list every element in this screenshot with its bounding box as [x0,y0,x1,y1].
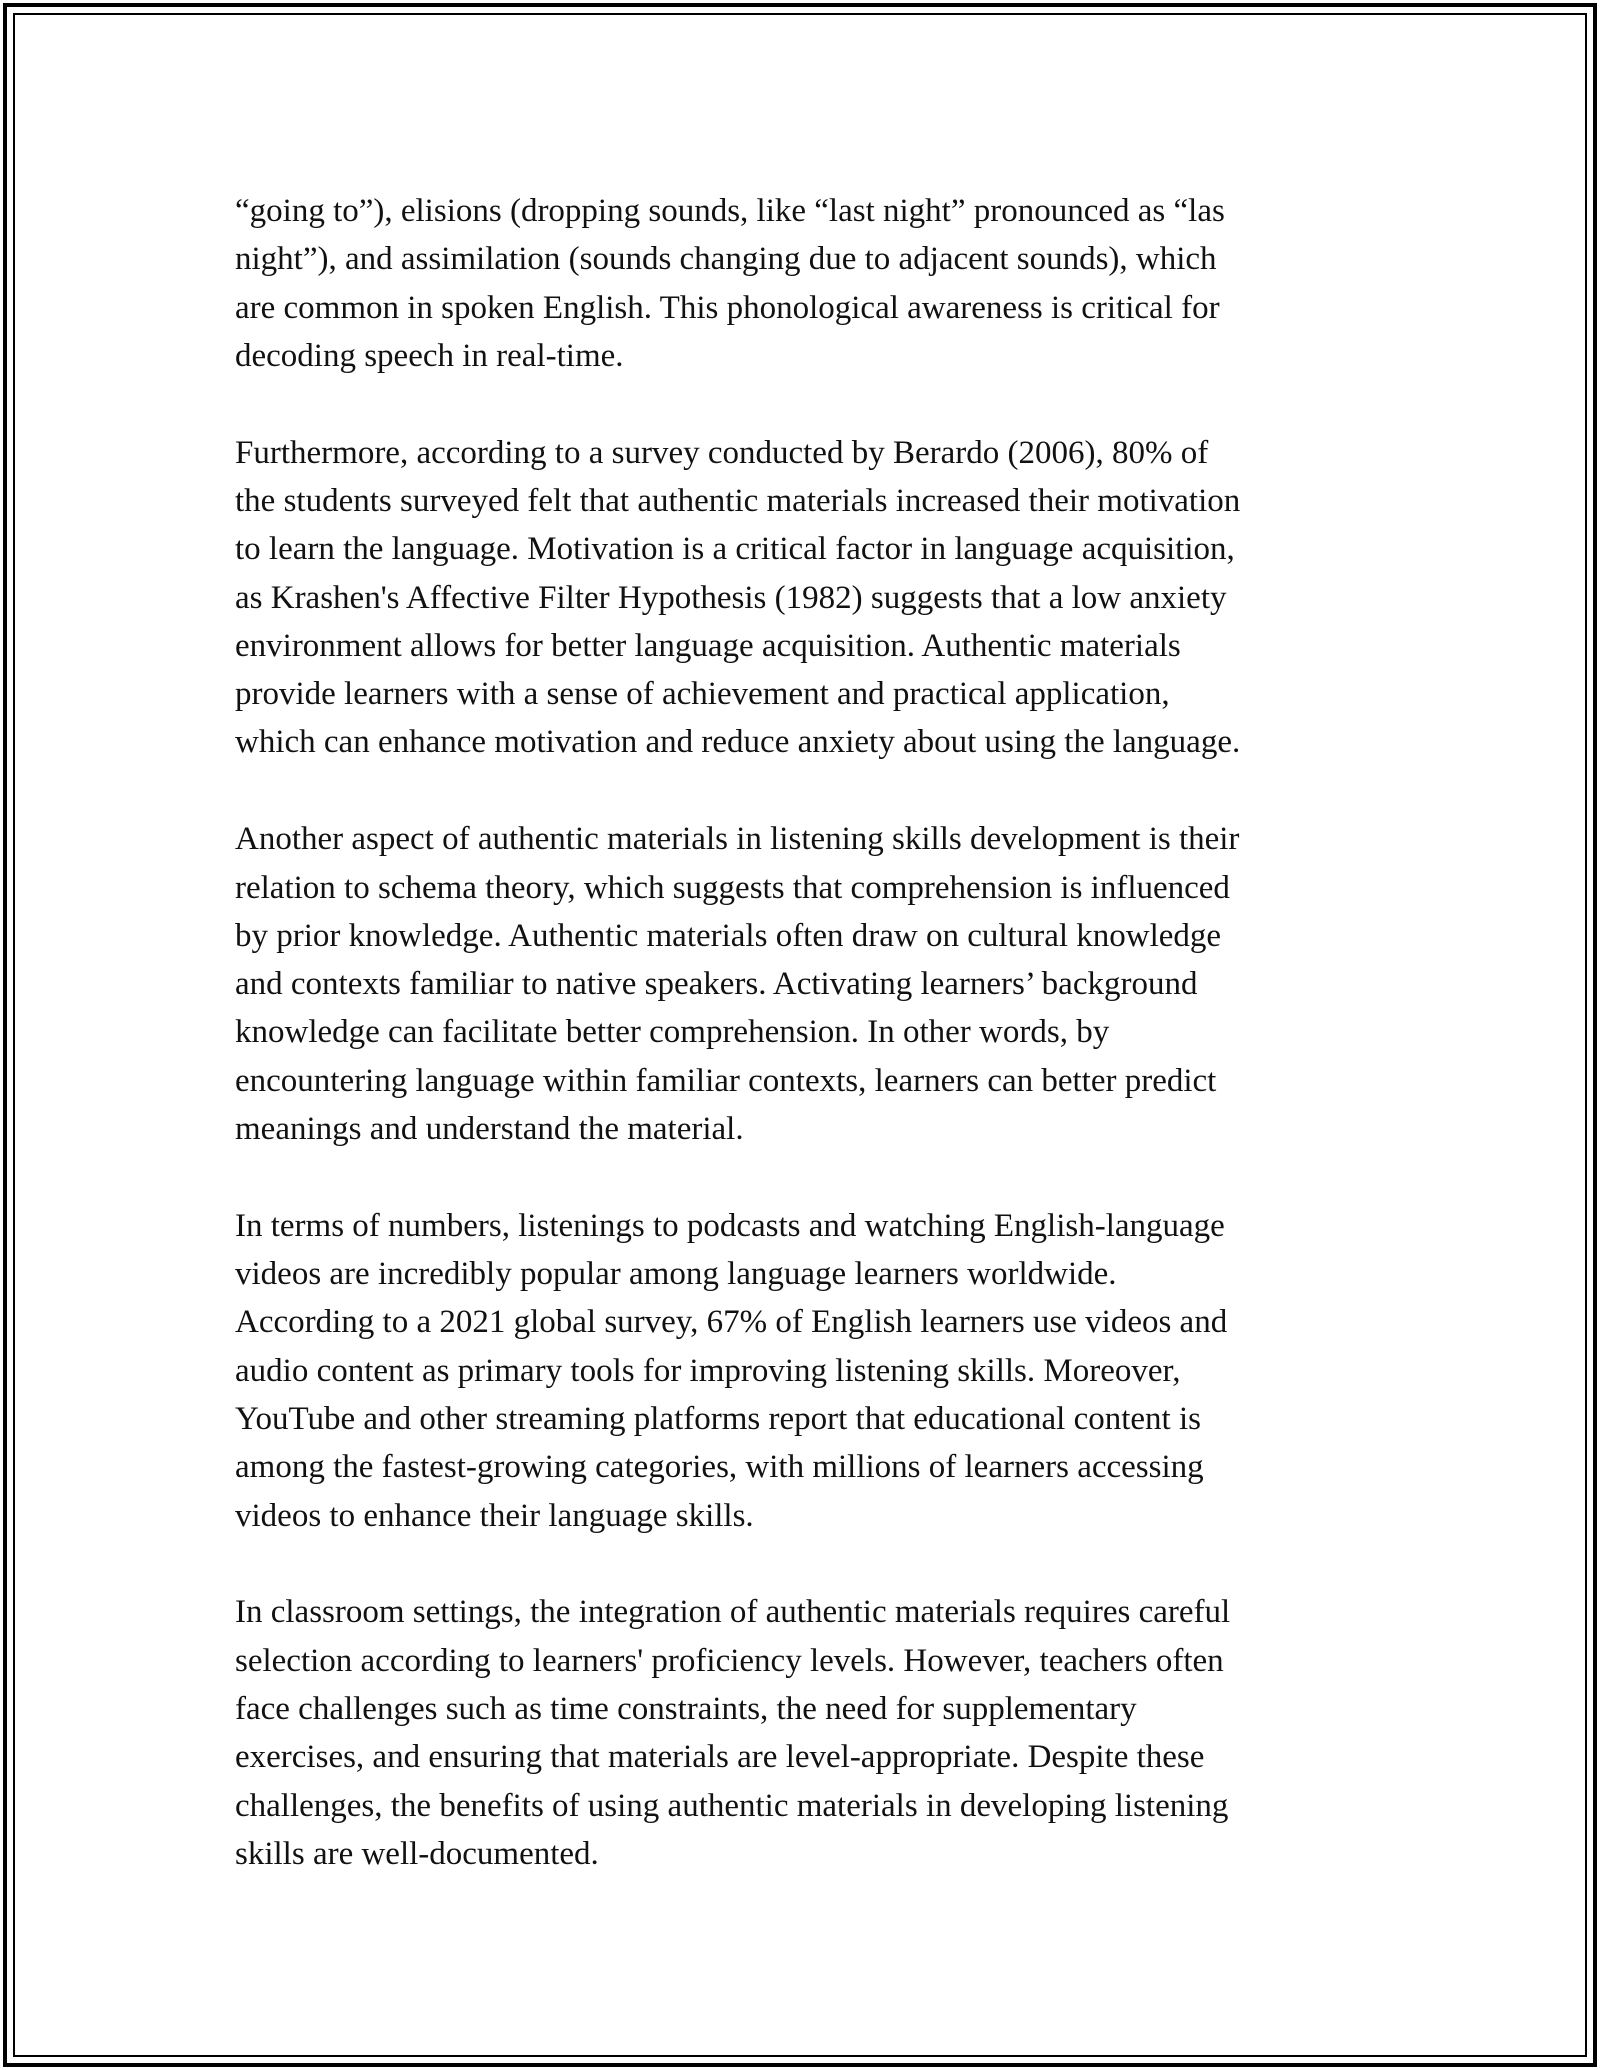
text-line: and contexts familiar to native speakers. Activating learners’ background [235,966,1198,1003]
text-line: among the fastest-growing categories, with millions of learners accessing [235,1449,1204,1486]
text-line: provide learners with a sense of achievement and practical application, [235,676,1170,713]
text-line: night”), and assimilation (sounds changing due to adjacent sounds), which [235,241,1217,278]
text-line: selection according to learners' proficiency levels. However, teachers often [235,1642,1224,1679]
text-line: decoding speech in real-time. [235,337,624,374]
text-line: “going to”), elisions (dropping sounds, like “last night” pronounced as “las [235,193,1225,229]
text-line: In classroom settings, the integration of authentic materials requires careful [235,1594,1231,1631]
paragraph-5 [235,1588,1365,1878]
text-line: audio content as primary tools for improving listening skills. Moreover, [235,1352,1181,1389]
text-line: face challenges such as time constraints, the need for supplementary [235,1691,1137,1728]
text-line: In terms of numbers, listenings to podcasts and watching English-language [235,1207,1225,1244]
text-line: relation to schema theory, which suggests that comprehension is influenced [235,869,1230,906]
document-body [235,187,1365,1927]
text-line: which can enhance motivation and reduce anxiety about using the language. [235,724,1241,761]
text-line: to learn the language. Motivation is a critical factor in language acquisition, [235,531,1235,568]
text-line: videos to enhance their language skills. [235,1497,754,1534]
paragraph-1 [235,187,1365,380]
text-line: as Krashen's Affective Filter Hypothesis (1982) suggests that a low anxiety [235,579,1227,616]
text-line: exercises, and ensuring that materials are level-appropriate. Despite these [235,1739,1205,1776]
text-line: YouTube and other streaming platforms report that educational content is [235,1401,1201,1438]
text-line: challenges, the benefits of using authentic materials in developing listening [235,1787,1229,1824]
text-line: skills are well-documented. [235,1835,599,1872]
text-line: knowledge can facilitate better comprehension. In other words, by [235,1014,1110,1051]
paragraph-3 [235,815,1365,1153]
text-line: According to a 2021 global survey, 67% of English learners use videos and [235,1304,1228,1341]
text-line: encountering language within familiar contexts, learners can better predict [235,1062,1217,1099]
text-line: by prior knowledge. Authentic materials often draw on cultural knowledge [235,917,1222,954]
text-line: the students surveyed felt that authentic materials increased their motivation [235,482,1241,519]
paragraph-4 [235,1202,1365,1540]
text-line: Furthermore, according to a survey conducted by Berardo (2006), 80% of [235,434,1209,471]
text-line: are common in spoken English. This phonological awareness is critical for [235,289,1220,326]
text-line: environment allows for better language acquisition. Authentic materials [235,627,1181,664]
text-line: meanings and understand the material. [235,1111,744,1148]
text-line: Another aspect of authentic materials in listening skills development is their [235,821,1240,858]
paragraph-2 [235,429,1365,767]
text-line: videos are incredibly popular among language learners worldwide. [235,1256,1117,1293]
